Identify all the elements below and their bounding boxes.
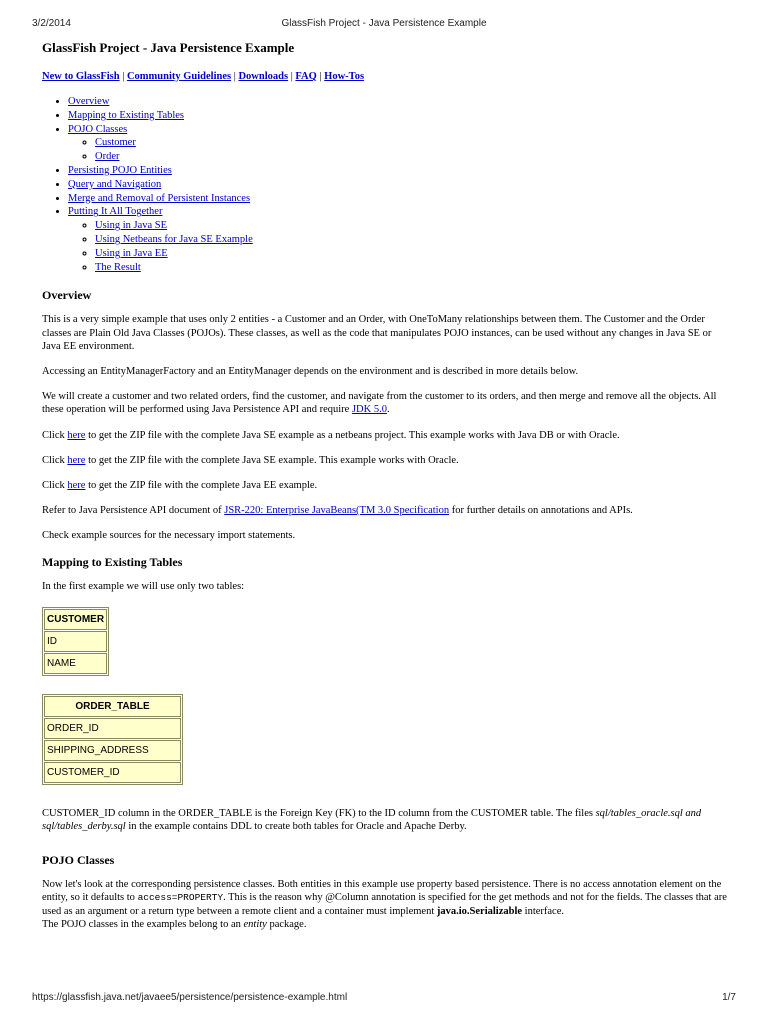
- paragraph-text: .: [386, 404, 390, 416]
- package-name: entity: [243, 918, 267, 930]
- toc-link-mapping[interactable]: Mapping to Existing Tables: [68, 109, 185, 121]
- toc-link-customer[interactable]: Customer: [95, 137, 136, 149]
- mapping-paragraph: [42, 807, 728, 833]
- pdf-footer: [32, 992, 736, 1006]
- paragraph-text: for further details on annotations and APIs.: [451, 505, 633, 517]
- toc-link-java-se[interactable]: Using in Java SE: [95, 220, 168, 232]
- toc-subitem: [95, 261, 728, 275]
- mapping-paragraph: In the first example we will use only two tables:: [42, 580, 245, 592]
- page-title: GlassFish Project - Java Persistence Example: [42, 40, 295, 55]
- download-netbeans-paragraph: [42, 429, 728, 442]
- paragraph-text: package.: [269, 918, 307, 930]
- overview-paragraph: This is a very simple example that uses only 2 entities - a Customer and an Order, with OneToMany relationships between them. The Customer and the Order classes are Plain Old Java Classes (POJOs). These classes, as well as the code that manipulates POJO instances, can be used without any changes in Java SE or Java EE environment.: [42, 314, 712, 352]
- toc-subitem: [95, 150, 728, 164]
- toc-sublist: [68, 136, 728, 164]
- print-title: GlassFish Project - Java Persistence Example: [281, 18, 487, 29]
- download-ee-link[interactable]: here: [67, 479, 86, 491]
- paragraph-text: interface.: [524, 905, 565, 917]
- table-header: ORDER_TABLE: [44, 696, 181, 717]
- toc-link-merge[interactable]: Merge and Removal of Persistent Instances: [68, 192, 251, 204]
- toc-link-persisting[interactable]: Persisting POJO Entities: [68, 164, 172, 176]
- print-url: https://glassfish.java.net/javaee5/persistence/persistence-example.html: [32, 992, 348, 1003]
- jdk-link[interactable]: JDK 5.0: [351, 404, 387, 416]
- pojo-paragraph: [42, 878, 728, 918]
- toc-link-pojo[interactable]: POJO Classes: [68, 123, 128, 135]
- toc-link-java-ee[interactable]: Using in Java EE: [95, 247, 168, 259]
- paragraph-text: CUSTOMER_ID column in the ORDER_TABLE is the Foreign Key (FK) to the ID column from the CUSTOMER table. The files: [42, 807, 593, 819]
- nav-separator: |: [122, 71, 125, 82]
- paragraph-text: We will create a customer and two related orders, find the customer, and navigate from the customer to its orders, and then merge and remove all the objects. All these operation will be performed using Java Persistence API and require: [42, 391, 717, 416]
- jsr-220-link[interactable]: JSR-220: Enterprise JavaBeans(TM 3.0 Specification: [224, 505, 450, 517]
- table-cell: NAME: [44, 653, 107, 674]
- overview-heading: Overview: [42, 288, 92, 303]
- toc-item: [68, 192, 728, 206]
- overview-paragraph: Accessing an EntityManagerFactory and an EntityManager depends on the environment and is described in more details below.: [42, 365, 579, 377]
- order-table: [42, 694, 183, 785]
- paragraph-text: . This is the reason why @Column annotation is specified for the get methods and not for the fields. The classes that are used as an argument or a return type between a remote client and a container must implement: [42, 892, 727, 917]
- toc-link-order[interactable]: Order: [95, 151, 120, 163]
- paragraph-text: Click: [42, 429, 65, 441]
- code-access-property: access=PROPERTY: [137, 892, 224, 904]
- nav-separator: |: [290, 71, 293, 82]
- print-date: 3/2/2014: [32, 18, 71, 29]
- paragraph-text: to get the ZIP file with the complete Java SE example as a netbeans project. This example works with Java DB or with Oracle.: [88, 429, 620, 441]
- nav-link-new-to-glassfish[interactable]: New to GlassFish: [42, 71, 120, 82]
- page-number: 1/7: [722, 992, 736, 1003]
- download-se-link[interactable]: here: [67, 454, 86, 466]
- pdf-header: [32, 18, 736, 32]
- paragraph-text: in the example contains DDL to create both tables for Oracle and Apache Derby.: [128, 821, 467, 832]
- nav-link-downloads[interactable]: Downloads: [238, 71, 289, 82]
- download-se-paragraph: [42, 454, 728, 467]
- paragraph-text: Click: [42, 454, 65, 466]
- overview-paragraph: Check example sources for the necessary import statements.: [42, 530, 296, 542]
- table-of-contents: [42, 95, 728, 274]
- overview-paragraph: [42, 390, 728, 416]
- pojo-heading: POJO Classes: [42, 853, 115, 868]
- nav-link-community-guidelines[interactable]: Community Guidelines: [126, 71, 232, 82]
- table-header: CUSTOMER: [44, 609, 107, 630]
- top-navigation: [42, 70, 728, 83]
- toc-link-netbeans[interactable]: Using Netbeans for Java SE Example: [95, 233, 253, 245]
- nav-link-faq[interactable]: FAQ: [295, 71, 317, 82]
- paragraph-text: to get the ZIP file with the complete Java EE example.: [88, 479, 318, 491]
- toc-item: [68, 95, 728, 109]
- paragraph-text: The POJO classes in the examples belong to an: [42, 918, 241, 930]
- nav-link-how-tos[interactable]: How-Tos: [324, 71, 365, 82]
- toc-sublist: [68, 219, 728, 274]
- toc-item: [68, 164, 728, 178]
- paragraph-text: Refer to Java Persistence API document of: [42, 505, 222, 517]
- nav-separator: |: [319, 71, 322, 82]
- toc-item: [68, 178, 728, 192]
- toc-item: [68, 123, 728, 164]
- toc-link-overview[interactable]: Overview: [68, 96, 110, 107]
- sql-file-names: sql/tables_oracle.sql and sql/tables_derby.sql: [42, 807, 702, 832]
- document-body: [42, 40, 728, 943]
- table-cell: ORDER_ID: [44, 718, 181, 739]
- spec-reference-paragraph: [42, 504, 728, 517]
- mapping-heading: Mapping to Existing Tables: [42, 554, 183, 569]
- serializable-interface: java.io.Serializable: [436, 905, 523, 917]
- toc-item: [68, 109, 728, 123]
- table-cell: ID: [44, 631, 107, 652]
- paragraph-text: Click: [42, 479, 65, 491]
- toc-subitem: [95, 233, 728, 247]
- download-ee-paragraph: [42, 479, 728, 492]
- pojo-paragraph: [42, 918, 728, 931]
- download-netbeans-link[interactable]: here: [67, 429, 86, 441]
- toc-link-query[interactable]: Query and Navigation: [68, 178, 162, 190]
- nav-separator: |: [233, 71, 236, 82]
- toc-subitem: [95, 247, 728, 261]
- table-cell: CUSTOMER_ID: [44, 762, 181, 783]
- table-cell: SHIPPING_ADDRESS: [44, 740, 181, 761]
- paragraph-text: Now let's look at the corresponding persistence classes. Both entities in this example use property based persistence. There is no access annotation element on the entity, so it defaults to: [42, 879, 722, 904]
- toc-link-together[interactable]: Putting It All Together: [68, 206, 163, 218]
- toc-subitem: [95, 136, 728, 150]
- toc-subitem: [95, 219, 728, 233]
- toc-link-result[interactable]: The Result: [95, 261, 141, 273]
- toc-item: [68, 205, 728, 274]
- customer-table: [42, 607, 109, 676]
- paragraph-text: to get the ZIP file with the complete Java SE example. This example works with Oracle.: [88, 454, 459, 466]
